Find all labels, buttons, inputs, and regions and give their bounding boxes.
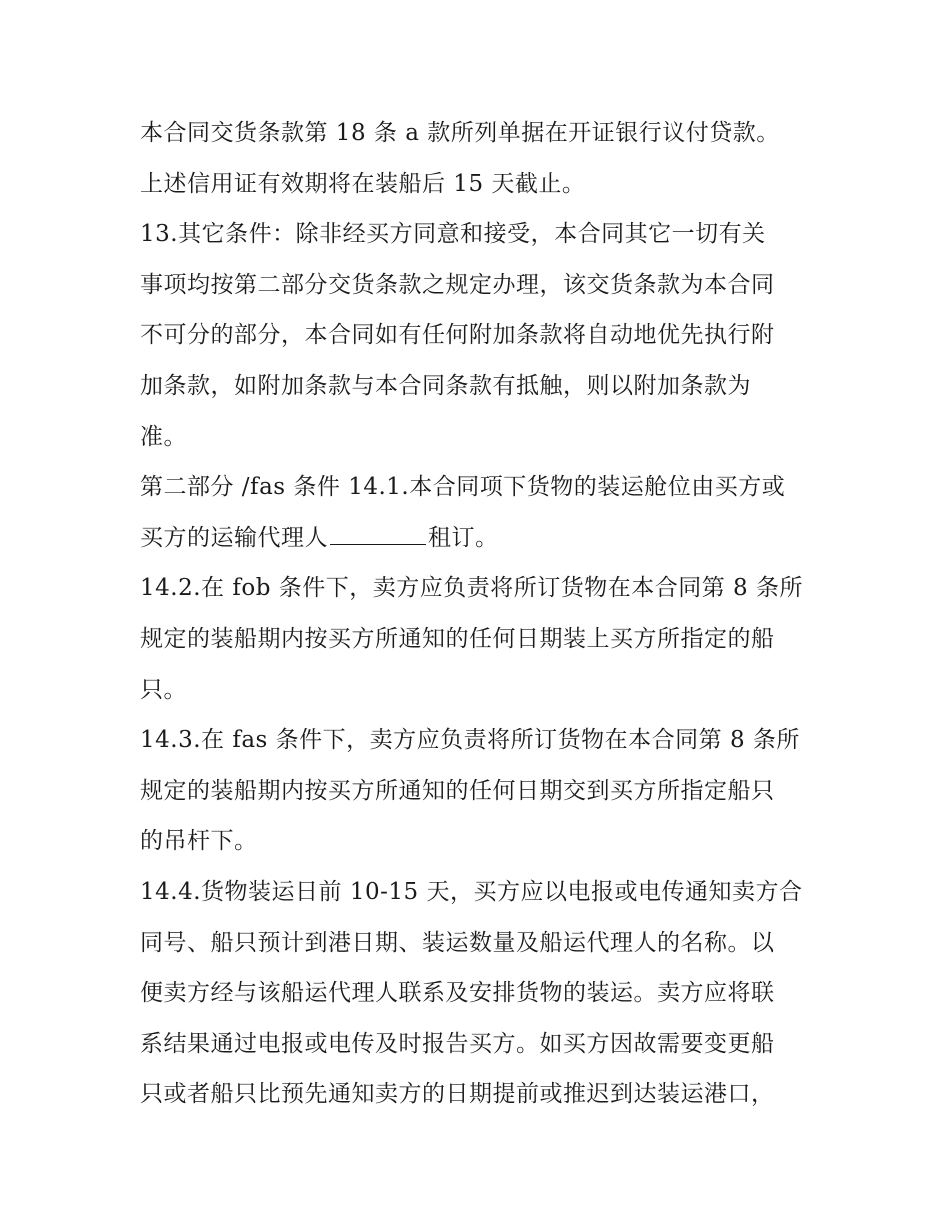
text-line: 本合同交货条款第 18 条 a 款所列单据在开证银行议付贷款。 xyxy=(140,120,780,146)
text-line: 13.其它条件：除非经买方同意和接受，本合同其它一切有关 xyxy=(140,221,766,248)
text-line: 的吊杆下。 xyxy=(140,828,258,855)
text-line-with-blank xyxy=(140,513,830,564)
blank-line-prefix: 买方的运输代理人 xyxy=(140,524,328,551)
text-line: 14.3.在 fas 条件下，卖方应负责将所订货物在本合同第 8 条所 xyxy=(140,727,800,754)
text-line: 只。 xyxy=(140,676,187,703)
text-line: 同号、船只预计到港日期、装运数量及船运代理人的名称。以 xyxy=(140,929,775,956)
fill-in-blank xyxy=(330,524,426,545)
text-line: 准。 xyxy=(140,423,187,450)
text-line: 系结果通过电报或电传及时报告买方。如买方因故需要变更船 xyxy=(140,1030,775,1057)
text-line: 只或者船只比预先通知卖方的日期提前或推迟到达装运港口， xyxy=(140,1081,775,1108)
text-line: 不可分的部分，本合同如有任何附加条款将自动地优先执行附 xyxy=(140,322,775,349)
text-line: 规定的装船期内按买方所通知的任何日期装上买方所指定的船 xyxy=(140,625,775,652)
text-line: 14.4.货物装运日前 10-15 天，买方应以电报或电传通知卖方合 xyxy=(140,878,803,905)
text-line: 上述信用证有效期将在装船后 15 天截止。 xyxy=(140,170,586,197)
text-line: 第二部分 /fas 条件 14.1.本合同项下货物的装运舱位由买方或 xyxy=(140,474,786,501)
text-line: 加条款，如附加条款与本合同条款有抵触，则以附加条款为 xyxy=(140,372,751,399)
blank-line-suffix: 租订。 xyxy=(428,524,499,551)
text-line: 便卖方经与该船运代理人联系及安排货物的装运。卖方应将联 xyxy=(140,980,775,1007)
document-body xyxy=(140,108,830,1120)
text-line: 14.2.在 fob 条件下，卖方应负责将所订货物在本合同第 8 条所 xyxy=(140,575,803,602)
text-line: 规定的装船期内按买方所通知的任何日期交到买方所指定船只 xyxy=(140,777,775,804)
text-line: 事项均按第二部分交货条款之规定办理，该交货条款为本合同 xyxy=(140,271,775,298)
